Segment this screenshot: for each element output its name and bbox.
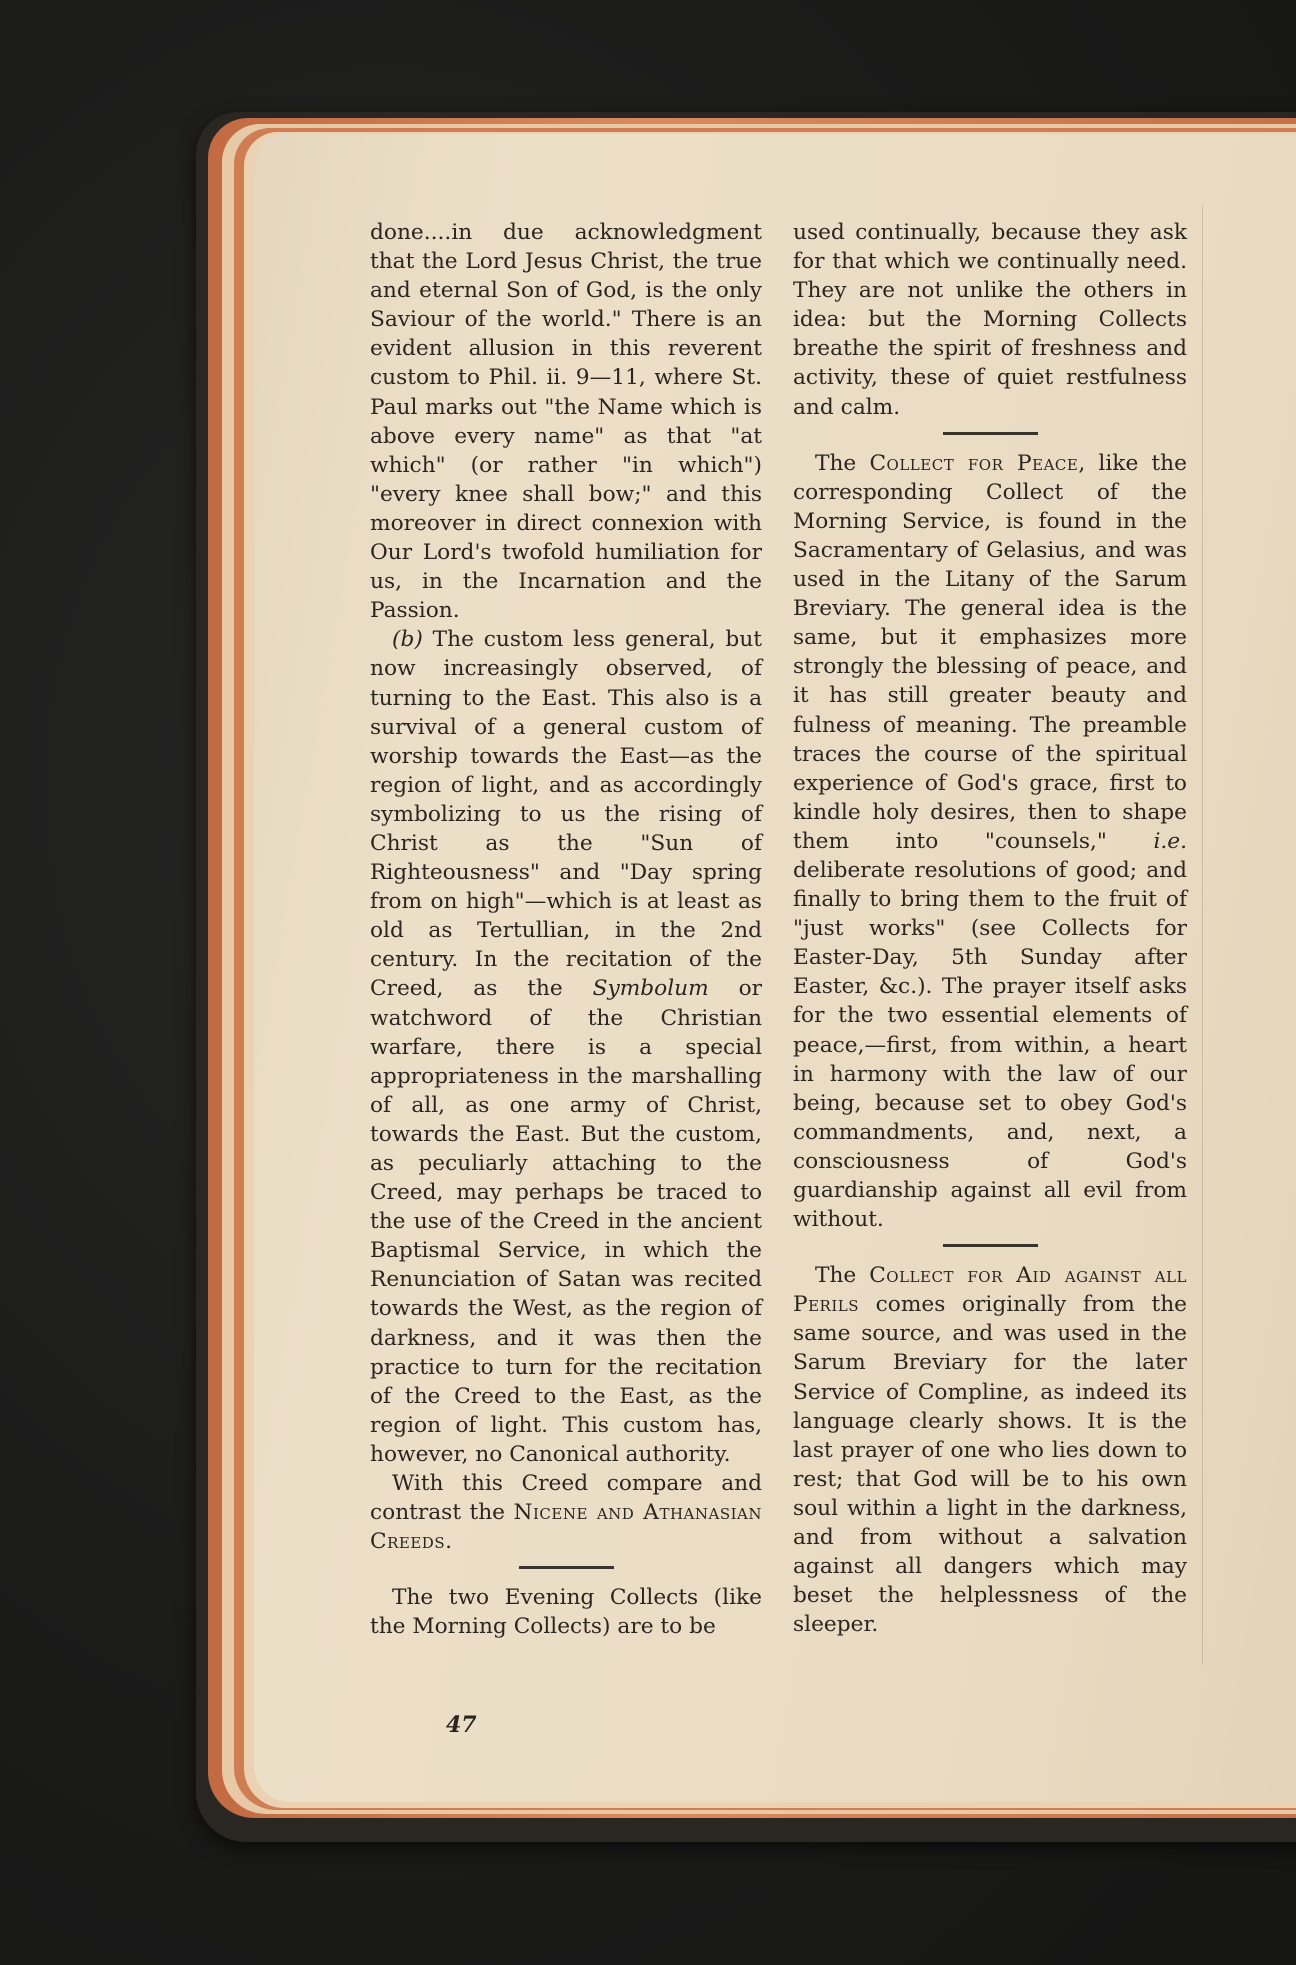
paragraph: done....in due acknowledgment that the Lord Jesus Christ, the true and eternal Son of God, is the only Saviour of the world." There is an evident allusion in this reverent custom to Phil. ii. 9—11, where St. Paul marks out "the Name which is above every name" as that "at which" (or rather "in which") "every knee shall bow;" and this moreover in direct connexion with Our Lord's twofold humiliation for us, in the Incarnation and the Passion. [370,220,762,624]
paragraph-label: (b) [392,627,423,653]
paragraph [370,1469,762,1556]
small-caps-term: Collect for Aid against all Perils [793,1263,1187,1318]
left-column [370,218,762,1642]
text-run: deliberate resolutions of good; and finally to bring them to the fruit of "just works" (see Collects for Easter-Day, 5th Sunday after Easter, &c.). The prayer itself asks for the two essential elements of peace,—first, from within, a heart in harmony with the law of our being, because set to obey God's commandments, and, next, a consciousness of God's guardianship against all evil from without. [793,857,1187,1233]
section-divider [519,1566,614,1569]
page-number: 47 [446,1712,477,1738]
section-divider [943,1244,1038,1247]
text-run: . [445,1529,452,1555]
text-run: The [815,450,870,476]
right-column [793,218,1187,1639]
paragraph: used continually, because they ask for that which we continually need. They are not unlike the others in idea: but the Morning Collects breathe the spirit of freshness and activity, these of quiet restfulness and calm. [793,220,1187,420]
text-run: With this Creed compare and contrast the [370,1471,762,1526]
text-run: comes originally from the same source, and was used in the Sarum Breviary for the later Service of Compline, as indeed its language clearly shows. It is the last prayer of one who lies down to rest; that God will be to his own soul within a light in the darkness, and from without a salvation against all dangers which may beset the helplessness of the sleeper. [793,1292,1187,1638]
small-caps-term: Nicene and Athanasian Creeds [370,1500,762,1555]
italic-term: Symbolum [592,976,709,1002]
text-run: , like the corresponding Collect of the Morning Service, is found in the Sacramentary of Gelasius, and was used in the Litany of the Sarum Breviary. The general idea is the same, but it emphasizes more strongly the blessing of peace, and it has still greater beauty and fulness of meaning. The preamble traces the course of the spiritual experience of God's grace, first to kindle holy desires, then to shape them into "counsels," [793,450,1187,854]
page-margin-line [1202,205,1203,1665]
paragraph [793,449,1187,1235]
italic-term: i.e. [1153,828,1187,854]
paragraph [793,1261,1187,1639]
small-caps-term: Collect for Peace [869,450,1079,476]
paragraph [370,625,762,1469]
text-run: The custom less general, but now increasingly observed, of turning to the East. This also is a survival of a general custom of worship towards the East—as the region of light, and as accordingly symbolizing to us the rising of Christ as the "Sun of Righteousness" and "Day spring from on high"—which is at least as old as Tertullian, in the 2nd century. In the recitation of the Creed, as the [370,627,762,1002]
text-run: The [815,1263,870,1289]
section-divider [943,432,1038,435]
paragraph: The two Evening Collects (like the Morning Collects) are to be [370,1585,762,1640]
text-run: or watchword of the Christian warfare, there is a special appropriateness in the marshalling of all, as one army of Christ, towards the East. But the custom, as peculiarly attaching to the Creed, may perhaps be traced to the use of the Creed in the ancient Baptismal Service, in which the Renunciation of Satan was recited towards the West, as the region of darkness, and it was then the practice to turn for the recitation of the Creed to the East, as the region of light. This custom has, however, no Canonical authority. [370,976,762,1467]
